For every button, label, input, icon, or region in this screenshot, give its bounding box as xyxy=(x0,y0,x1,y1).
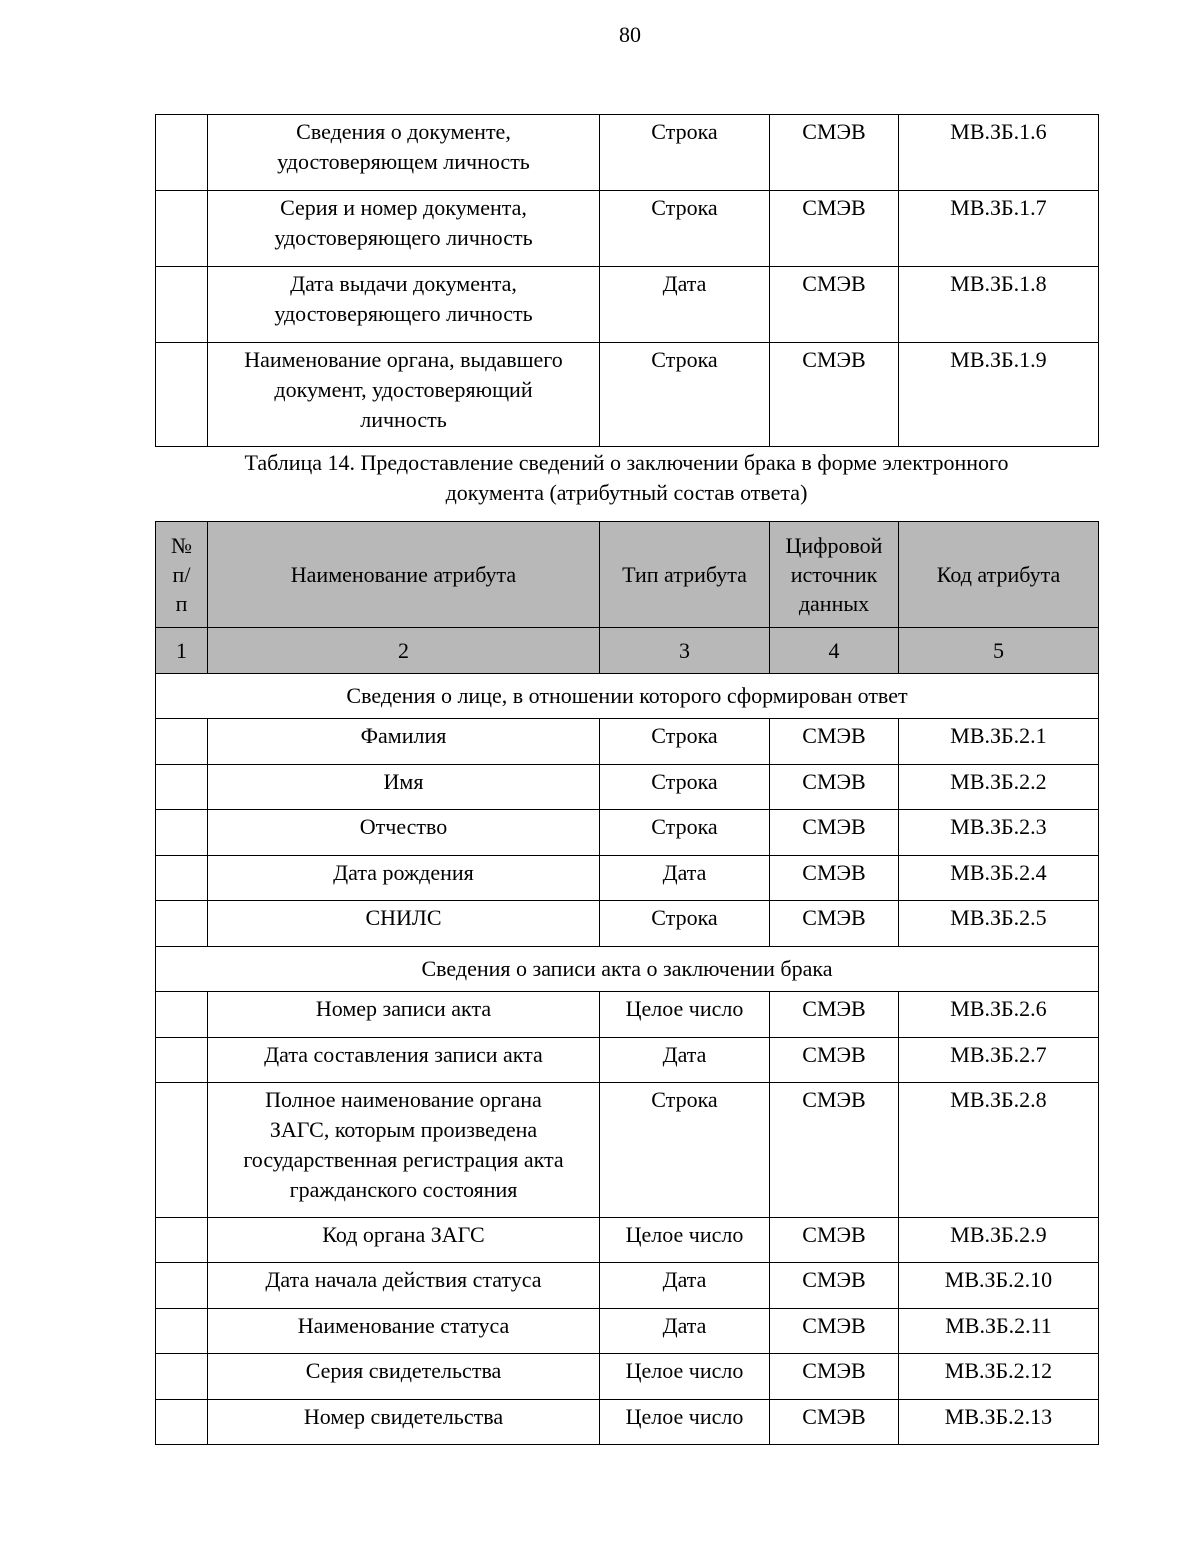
data-source-cell: СМЭВ xyxy=(770,765,899,810)
attribute-name-cell: Наименование статуса xyxy=(208,1309,600,1354)
section-header-row xyxy=(156,674,1099,719)
attribute-code-cell: МВ.ЗБ.2.8 xyxy=(899,1083,1099,1218)
table-row xyxy=(156,765,1099,810)
attribute-type-cell: Целое число xyxy=(600,1400,770,1445)
data-source-cell: СМЭВ xyxy=(770,1083,899,1218)
header-attribute-code: Код атрибута xyxy=(899,522,1099,628)
attribute-type-cell: Строка xyxy=(600,719,770,765)
row-number-cell xyxy=(156,765,208,810)
column-index: 2 xyxy=(208,628,600,674)
attribute-type-cell: Дата xyxy=(600,1263,770,1309)
attribute-type-cell: Целое число xyxy=(600,1218,770,1263)
row-number-cell xyxy=(156,191,208,267)
column-index: 1 xyxy=(156,628,208,674)
table-row xyxy=(156,1354,1099,1400)
table-row xyxy=(156,719,1099,765)
table-row xyxy=(156,1309,1099,1354)
data-source-cell: СМЭВ xyxy=(770,856,899,901)
attribute-type-cell: Строка xyxy=(600,191,770,267)
attribute-name-cell: Серия свидетельства xyxy=(208,1354,600,1400)
attribute-name-cell: Наименование органа, выдавшего документ, удостоверяющий личность xyxy=(208,343,600,447)
table-row xyxy=(156,1218,1099,1263)
attribute-type-cell: Строка xyxy=(600,115,770,191)
attribute-type-cell: Строка xyxy=(600,343,770,447)
table-row xyxy=(156,1038,1099,1083)
data-source-cell: СМЭВ xyxy=(770,267,899,343)
attribute-code-cell: МВ.ЗБ.2.4 xyxy=(899,856,1099,901)
table-row xyxy=(156,343,1099,447)
attribute-code-cell: МВ.ЗБ.2.7 xyxy=(899,1038,1099,1083)
table-row xyxy=(156,267,1099,343)
attribute-type-cell: Строка xyxy=(600,810,770,856)
attribute-type-cell: Целое число xyxy=(600,992,770,1038)
section-title: Сведения о лице, в отношении которого сформирован ответ xyxy=(156,674,1099,719)
table-row xyxy=(156,856,1099,901)
row-number-cell xyxy=(156,856,208,901)
attribute-code-cell: МВ.ЗБ.2.10 xyxy=(899,1263,1099,1309)
column-index-row xyxy=(156,628,1099,674)
section-title: Сведения о записи акта о заключении брака xyxy=(156,947,1099,992)
attribute-name-cell: Сведения о документе, удостоверяющем личность xyxy=(208,115,600,191)
table-row xyxy=(156,992,1099,1038)
attribute-code-cell: МВ.ЗБ.2.2 xyxy=(899,765,1099,810)
attribute-name-cell: Номер записи акта xyxy=(208,992,600,1038)
attribute-type-cell: Дата xyxy=(600,856,770,901)
caption-line: документа (атрибутный состав ответа) xyxy=(445,480,808,505)
data-source-cell: СМЭВ xyxy=(770,191,899,267)
caption-line: Таблица 14. Предоставление сведений о заключении брака в форме электронного xyxy=(244,450,1009,475)
row-number-cell xyxy=(156,1263,208,1309)
data-source-cell: СМЭВ xyxy=(770,1354,899,1400)
attribute-code-cell: МВ.ЗБ.2.11 xyxy=(899,1309,1099,1354)
row-number-cell xyxy=(156,115,208,191)
attribute-type-cell: Дата xyxy=(600,1038,770,1083)
column-index: 5 xyxy=(899,628,1099,674)
continued-attributes-table xyxy=(155,114,1099,447)
attribute-name-cell: Дата составления записи акта xyxy=(208,1038,600,1083)
row-number-cell xyxy=(156,1218,208,1263)
row-number-cell xyxy=(156,1038,208,1083)
row-number-cell xyxy=(156,1354,208,1400)
data-source-cell: СМЭВ xyxy=(770,1218,899,1263)
table-row xyxy=(156,901,1099,947)
header-data-source: Цифровой источник данных xyxy=(770,522,899,628)
data-source-cell: СМЭВ xyxy=(770,115,899,191)
page-number: 80 xyxy=(619,22,641,47)
attribute-name-cell: Дата выдачи документа, удостоверяющего личность xyxy=(208,267,600,343)
row-number-cell xyxy=(156,901,208,947)
attribute-code-cell: МВ.ЗБ.2.1 xyxy=(899,719,1099,765)
section-header-row xyxy=(156,947,1099,992)
header-number: № п/ п xyxy=(156,522,208,628)
attribute-type-cell: Строка xyxy=(600,1083,770,1218)
header-attribute-type: Тип атрибута xyxy=(600,522,770,628)
data-source-cell: СМЭВ xyxy=(770,719,899,765)
row-number-cell xyxy=(156,1400,208,1445)
column-index: 4 xyxy=(770,628,899,674)
attribute-type-cell: Целое число xyxy=(600,1354,770,1400)
attribute-code-cell: МВ.ЗБ.2.13 xyxy=(899,1400,1099,1445)
attribute-name-cell: Номер свидетельства xyxy=(208,1400,600,1445)
attribute-name-cell: Код органа ЗАГС xyxy=(208,1218,600,1263)
attribute-type-cell: Строка xyxy=(600,901,770,947)
table-row xyxy=(156,1400,1099,1445)
attribute-type-cell: Дата xyxy=(600,267,770,343)
data-source-cell: СМЭВ xyxy=(770,1400,899,1445)
table-row xyxy=(156,191,1099,267)
attribute-code-cell: МВ.ЗБ.2.9 xyxy=(899,1218,1099,1263)
row-number-cell xyxy=(156,719,208,765)
attribute-code-cell: МВ.ЗБ.1.6 xyxy=(899,115,1099,191)
attribute-name-cell: Имя xyxy=(208,765,600,810)
table-row xyxy=(156,1263,1099,1309)
data-source-cell: СМЭВ xyxy=(770,1309,899,1354)
table-14 xyxy=(155,521,1099,1445)
header-attribute-name: Наименование атрибута xyxy=(208,522,600,628)
data-source-cell: СМЭВ xyxy=(770,901,899,947)
data-source-cell: СМЭВ xyxy=(770,1263,899,1309)
column-index: 3 xyxy=(600,628,770,674)
attribute-name-cell: Отчество xyxy=(208,810,600,856)
table-row xyxy=(156,810,1099,856)
attribute-code-cell: МВ.ЗБ.2.12 xyxy=(899,1354,1099,1400)
attribute-type-cell: Строка xyxy=(600,765,770,810)
table-row xyxy=(156,1083,1099,1218)
attribute-name-cell: Фамилия xyxy=(208,719,600,765)
attribute-type-cell: Дата xyxy=(600,1309,770,1354)
attribute-name-cell: Дата рождения xyxy=(208,856,600,901)
data-source-cell: СМЭВ xyxy=(770,343,899,447)
data-source-cell: СМЭВ xyxy=(770,992,899,1038)
attribute-name-cell: Серия и номер документа, удостоверяющего личность xyxy=(208,191,600,267)
row-number-cell xyxy=(156,343,208,447)
row-number-cell xyxy=(156,992,208,1038)
attribute-code-cell: МВ.ЗБ.2.6 xyxy=(899,992,1099,1038)
attribute-code-cell: МВ.ЗБ.1.8 xyxy=(899,267,1099,343)
table-header-row xyxy=(156,522,1099,628)
data-source-cell: СМЭВ xyxy=(770,1038,899,1083)
row-number-cell xyxy=(156,267,208,343)
attribute-code-cell: МВ.ЗБ.1.9 xyxy=(899,343,1099,447)
attribute-name-cell: Полное наименование органа ЗАГС, которым произведена государственная регистрация акта гражданского состояния xyxy=(208,1083,600,1218)
row-number-cell xyxy=(156,1309,208,1354)
attribute-code-cell: МВ.ЗБ.2.5 xyxy=(899,901,1099,947)
row-number-cell xyxy=(156,1083,208,1218)
attribute-code-cell: МВ.ЗБ.2.3 xyxy=(899,810,1099,856)
table-caption xyxy=(155,448,1098,508)
attribute-code-cell: МВ.ЗБ.1.7 xyxy=(899,191,1099,267)
attribute-name-cell: СНИЛС xyxy=(208,901,600,947)
row-number-cell xyxy=(156,810,208,856)
data-source-cell: СМЭВ xyxy=(770,810,899,856)
attribute-name-cell: Дата начала действия статуса xyxy=(208,1263,600,1309)
table-row xyxy=(156,115,1099,191)
